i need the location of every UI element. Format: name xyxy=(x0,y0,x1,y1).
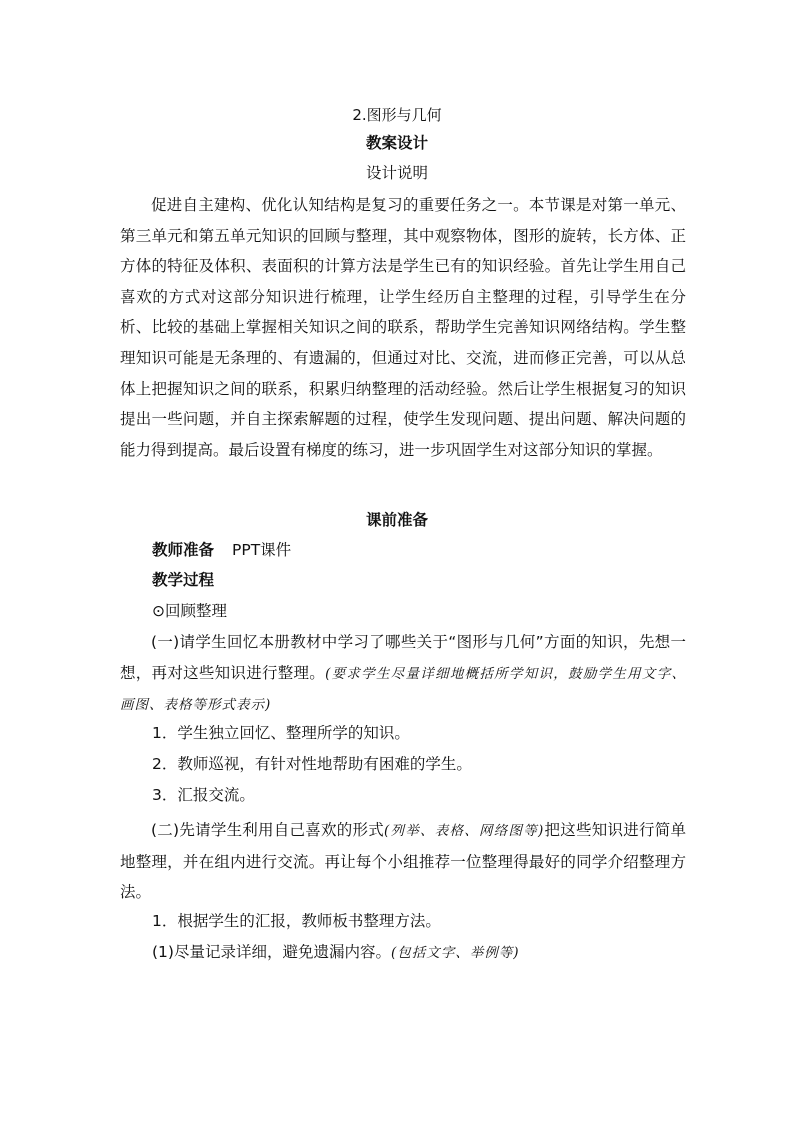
part2-text-a: (二)先请学生利用自己喜欢的形式 xyxy=(151,821,385,839)
review-heading: ⊙回顾整理 xyxy=(152,602,227,620)
summary-item-detail xyxy=(152,940,520,962)
step-item: 2．教师巡视，有针对性地帮助有困难的学生。 xyxy=(152,755,472,773)
step-item: 1．学生独立回忆、整理所学的知识。 xyxy=(152,724,410,742)
part2-text-b: 把这些知识进行简单地整理，并在组内进行交流。再让每个小组推荐一位整理得最好的同学介绍整理方法。 xyxy=(120,821,686,902)
teacher-prep-label: 教师准备 xyxy=(152,541,215,559)
section-title: 2.图形与几何 xyxy=(352,106,442,124)
design-paragraph: 促进自主建构、优化认知结构是复习的重要任务之一。本节课是对第一单元、第三单元和第五单元知识的回顾与整理，其中观察物体，图形的旋转，长方体、正方体的特征及体积、表面积的计算方法是学生已有的知识经验。首先让学生用自己喜欢的方式对这部分知识进行梳理，让学生经历自主整理的过程，引导学生在分析、比较的基础上掌握相关知识之间的联系，帮助学生完善知识网络结构。学生整理知识可能是无条理的、有遗漏的，但通过对比、交流，进而修正完善，可以从总体上把握知识之间的联系，积累归纳整理的活动经验。然后让学生根据复习的知识提出一些问题，并自主探索解题的过程，使学生发现问题、提出问题、解决问题的能力得到提高。最后设置有梯度的练习，进一步巩固学生对这部分知识的掌握。 xyxy=(120,196,686,459)
step-item: 3．汇报交流。 xyxy=(152,786,255,804)
doc-title: 教案设计 xyxy=(365,134,428,152)
process-title: 教学过程 xyxy=(152,571,215,589)
summary-detail-text: (1)尽量记录详细，避免遗漏内容。 xyxy=(152,943,391,961)
prep-title: 课前准备 xyxy=(365,511,428,529)
part1-note: (要求学生尽量详细地概括所学知识，鼓励学生用文字、画图、表格等形式表示) xyxy=(120,665,686,714)
part2-paragraph xyxy=(120,815,686,908)
part1-text: (一)请学生回忆本册教材中学习了哪些关于“图形与几何”方面的知识，先想一想，再对这些知识进行整理。 xyxy=(120,633,686,682)
summary-item: 1．根据学生的汇报，教师板书整理方法。 xyxy=(152,912,441,930)
teacher-prep-value: PPT课件 xyxy=(232,541,292,559)
teacher-prep-line xyxy=(152,538,291,560)
part2-note: (列举、表格、网络图等) xyxy=(384,823,545,839)
summary-detail-note: (包括文字、举例等) xyxy=(390,945,520,961)
part1-paragraph xyxy=(120,627,686,721)
design-title: 设计说明 xyxy=(365,164,428,182)
